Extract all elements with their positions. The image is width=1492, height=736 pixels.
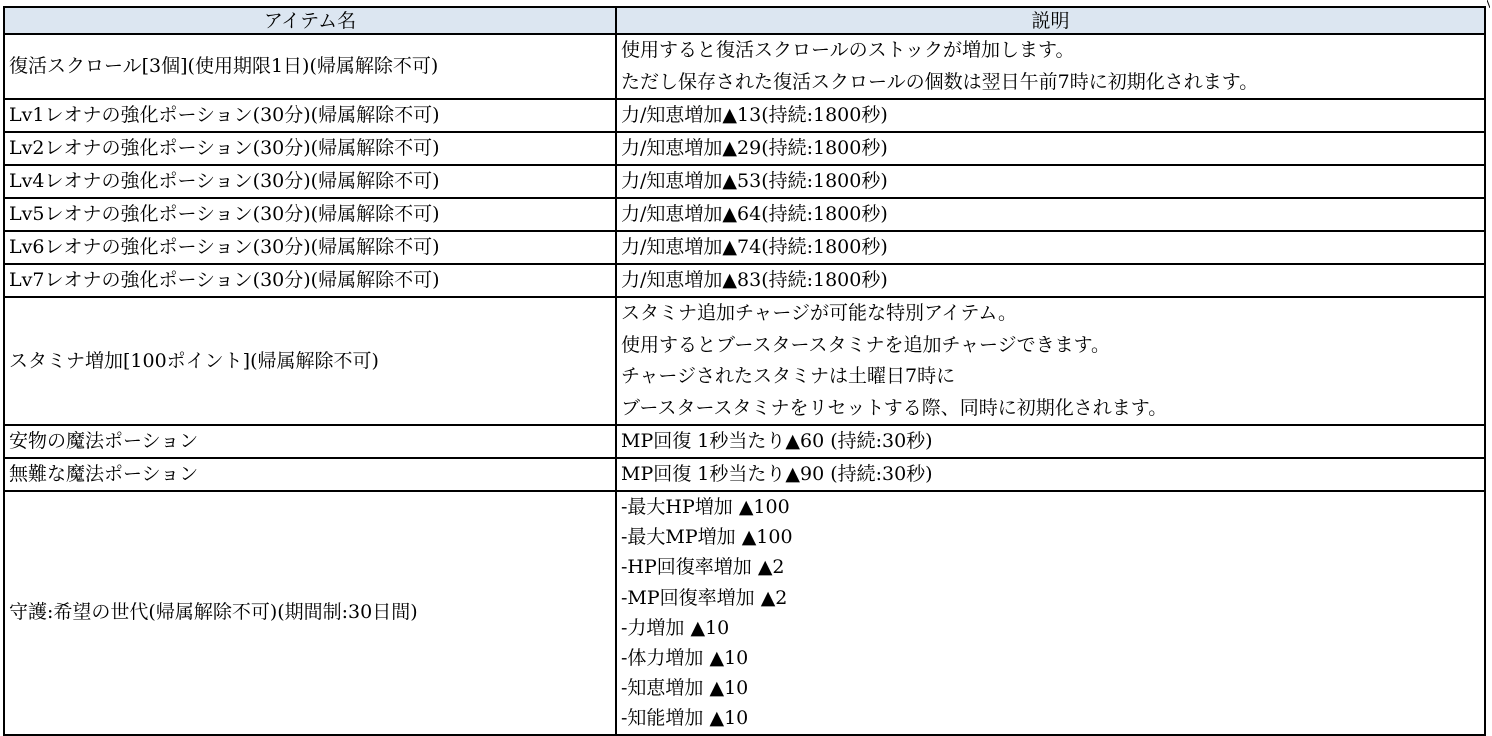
description-line: チャージされたスタミナは土曜日7時に	[621, 365, 956, 387]
table-row	[4, 198, 1485, 231]
item-name-cell: Lv7レオナの強化ポーション(30分)(帰属解除不可)	[4, 264, 616, 297]
description-line: MP回復 1秒当たり▲90 (持続:30秒)	[621, 463, 933, 485]
table-row	[4, 34, 1485, 99]
description-line: MP回復 1秒当たり▲60 (持続:30秒)	[621, 430, 933, 452]
item-name-cell: Lv1レオナの強化ポーション(30分)(帰属解除不可)	[4, 99, 616, 132]
description-cell	[616, 231, 1485, 264]
description-line: 使用するとブースタースタミナを追加チャージできます。	[621, 333, 1111, 356]
table-row	[4, 491, 1485, 735]
description-line: スタミナ追加チャージが可能な特別アイテム。	[621, 302, 1017, 324]
description-line: -体力増加 ▲10	[621, 646, 749, 669]
item-name-cell: Lv6レオナの強化ポーション(30分)(帰属解除不可)	[4, 231, 616, 264]
item-name-cell: 無難な魔法ポーション	[4, 458, 616, 491]
table-row	[4, 231, 1485, 264]
item-name-cell: Lv5レオナの強化ポーション(30分)(帰属解除不可)	[4, 198, 616, 231]
description-line: -最大MP増加 ▲100	[621, 526, 793, 549]
description-cell	[616, 425, 1485, 458]
table-row	[4, 99, 1485, 132]
item-name-cell: 復活スクロール[3個](使用期限1日)(帰属解除不可)	[4, 34, 616, 99]
description-line: 力/知恵増加▲13(持続:1800秒)	[621, 104, 888, 126]
description-cell	[616, 491, 1485, 735]
description-line: -知恵増加 ▲10	[621, 677, 749, 700]
description-cell	[616, 297, 1485, 425]
description-cell	[616, 165, 1485, 198]
header-row	[4, 7, 1485, 34]
description-cell	[616, 132, 1485, 165]
description-line: ただし保存された復活スクロールの個数は翌日午前7時に初期化されます。	[621, 70, 1259, 93]
description-line: -知能増加 ▲10	[621, 707, 749, 730]
description-cell	[616, 99, 1485, 132]
header-item-name: アイテム名	[4, 7, 616, 34]
description-line: -最大HP増加 ▲100	[621, 496, 790, 519]
corner-mark	[1487, 0, 1490, 8]
description-line: 力/知恵増加▲29(持続:1800秒)	[621, 137, 888, 159]
description-line: 力/知恵増加▲64(持続:1800秒)	[621, 203, 888, 225]
description-cell	[616, 198, 1485, 231]
description-line: -HP回復率増加 ▲2	[621, 556, 785, 579]
description-line: 力/知恵増加▲74(持続:1800秒)	[621, 236, 888, 258]
header-description: 説明	[616, 7, 1485, 34]
description-cell	[616, 458, 1485, 491]
description-line: ブースタースタミナをリセットする際、同時に初期化されます。	[621, 396, 1168, 419]
table-row	[4, 297, 1485, 425]
item-name-cell: 安物の魔法ポーション	[4, 425, 616, 458]
item-name-cell: Lv4レオナの強化ポーション(30分)(帰属解除不可)	[4, 165, 616, 198]
item-name-cell: スタミナ増加[100ポイント](帰属解除不可)	[4, 297, 616, 425]
table-row	[4, 165, 1485, 198]
table-row	[4, 458, 1485, 491]
description-line: -MP回復率増加 ▲2	[621, 586, 788, 609]
item-name-cell: Lv2レオナの強化ポーション(30分)(帰属解除不可)	[4, 132, 616, 165]
description-line: -力増加 ▲10	[621, 616, 730, 639]
description-line: 力/知恵増加▲53(持続:1800秒)	[621, 170, 888, 192]
item-table	[3, 6, 1486, 736]
table-body	[4, 34, 1485, 735]
description-cell	[616, 34, 1485, 99]
table-row	[4, 425, 1485, 458]
table-row	[4, 132, 1485, 165]
item-name-cell: 守護:希望の世代(帰属解除不可)(期間制:30日間)	[4, 491, 616, 735]
table-row	[4, 264, 1485, 297]
description-cell	[616, 264, 1485, 297]
description-line: 力/知恵増加▲83(持続:1800秒)	[621, 269, 888, 291]
description-line: 使用すると復活スクロールのストックが増加します。	[621, 39, 1075, 61]
